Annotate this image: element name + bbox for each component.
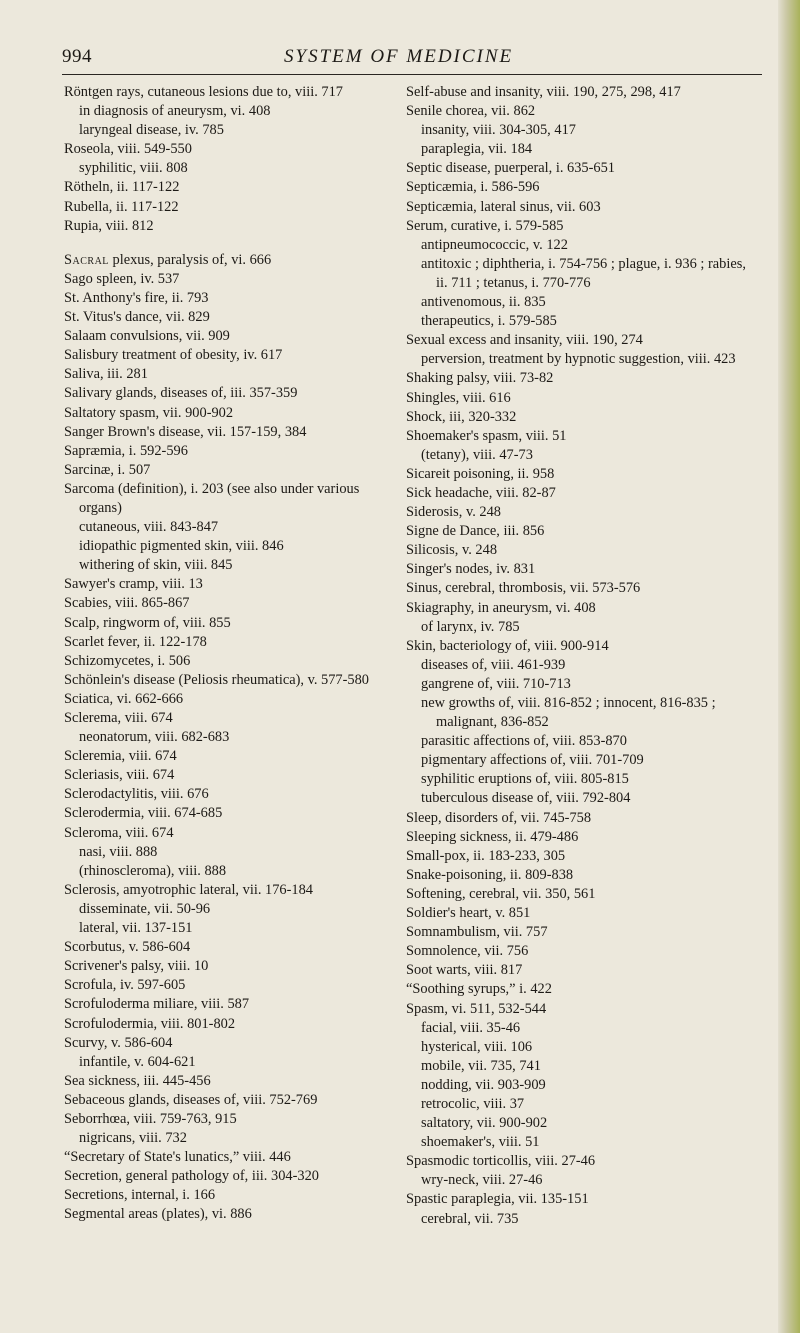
index-subentry: shoemaker's, viii. 51 bbox=[421, 1134, 540, 1151]
index-entry: Seborrhœa, viii. 759-763, 915 bbox=[64, 1110, 237, 1127]
index-entry: Self-abuse and insanity, viii. 190, 275, 298, 417 bbox=[406, 84, 681, 100]
index-entry: Sebaceous glands, diseases of, viii. 752-769 bbox=[64, 1091, 318, 1108]
index-entry: Scleriasis, viii. 674 bbox=[64, 767, 175, 784]
index-entry: Sinus, cerebral, thrombosis, vii. 573-576 bbox=[406, 580, 641, 597]
index-entry: Salivary glands, diseases of, iii. 357-359 bbox=[64, 385, 298, 402]
index-entry: Sago spleen, iv. 537 bbox=[64, 270, 180, 287]
index-subentry: syphilitic, viii. 808 bbox=[79, 160, 188, 177]
index-entry: Signe de Dance, iii. 856 bbox=[406, 523, 545, 540]
index-entry: Secretion, general pathology of, iii. 304-320 bbox=[64, 1168, 319, 1185]
index-entry: Spastic paraplegia, vii. 135-151 bbox=[406, 1191, 589, 1208]
index-subentry: therapeutics, i. 579-585 bbox=[421, 313, 557, 330]
index-entry: Softening, cerebral, vii. 350, 561 bbox=[406, 885, 596, 902]
page-edge bbox=[778, 0, 800, 1333]
index-entry: Sleeping sickness, ii. 479-486 bbox=[406, 828, 579, 845]
index-subentry: retrocolic, viii. 37 bbox=[421, 1095, 525, 1112]
running-title: SYSTEM OF MEDICINE bbox=[284, 46, 514, 67]
index-entry: Somnambulism, vii. 757 bbox=[406, 924, 548, 941]
index-entry: Sciatica, vi. 662-666 bbox=[64, 690, 184, 707]
index-entry: Senile chorea, vii. 862 bbox=[406, 103, 536, 120]
index-entry: Skiagraphy, in aneurysm, vi. 408 bbox=[406, 599, 596, 616]
index-subentry: nodding, vii. 903-909 bbox=[421, 1076, 546, 1093]
index-subentry: cerebral, vii. 735 bbox=[421, 1210, 519, 1227]
index-subentry: facial, viii. 35-46 bbox=[421, 1019, 521, 1036]
index-subentry: perversion, treatment by hypnotic suggestion, viii. 423 bbox=[421, 351, 736, 368]
section-lead-word: Sacral bbox=[64, 251, 109, 268]
index-entry: Rötheln, ii. 117-122 bbox=[64, 179, 180, 196]
index-entry: Sexual excess and insanity, viii. 190, 274 bbox=[406, 332, 643, 349]
index-entry: Scrivener's palsy, viii. 10 bbox=[64, 958, 209, 975]
index-entry: Scleroma, viii. 674 bbox=[64, 824, 174, 841]
index-subentry: syphilitic eruptions of, viii. 805-815 bbox=[421, 771, 629, 788]
index-entry: Septic disease, puerperal, i. 635-651 bbox=[406, 160, 616, 177]
index-subentry: saltatory, vii. 900-902 bbox=[421, 1115, 548, 1132]
index-entry: Scabies, viii. 865-867 bbox=[64, 595, 190, 612]
page-number: 994 bbox=[62, 46, 92, 67]
index-entry: Septicæmia, i. 586-596 bbox=[406, 179, 540, 196]
index-subentry: tuberculous disease of, viii. 792-804 bbox=[421, 790, 631, 807]
header-rule bbox=[62, 74, 762, 75]
index-entry: Scurvy, v. 586-604 bbox=[64, 1034, 173, 1051]
index-entry: Sclerosis, amyotrophic lateral, vii. 176-184 bbox=[64, 881, 313, 898]
index-entry: Scleremia, viii. 674 bbox=[64, 748, 177, 765]
index-entry: Scorbutus, v. 586-604 bbox=[64, 939, 191, 956]
index-entry: Sapræmia, i. 592-596 bbox=[64, 442, 188, 459]
index-entry: Sacral plexus, paralysis of, vi. 666 bbox=[64, 251, 272, 268]
index-entry: Shock, iii, 320-332 bbox=[406, 408, 517, 425]
index-entry: Scrofula, iv. 597-605 bbox=[64, 977, 186, 994]
index-subentry: hysterical, viii. 106 bbox=[421, 1038, 533, 1055]
index-entry: St. Anthony's fire, ii. 793 bbox=[64, 289, 209, 306]
index-subentry: in diagnosis of aneurysm, vi. 408 bbox=[79, 103, 271, 120]
index-entry: Scrofuloderma miliare, viii. 587 bbox=[64, 996, 250, 1013]
index-subentry: disseminate, vii. 50-96 bbox=[79, 900, 211, 917]
index-entry: Shaking palsy, viii. 73-82 bbox=[406, 370, 554, 387]
index-entry: Scarlet fever, ii. 122-178 bbox=[64, 633, 207, 650]
index-entry: Scrofulodermia, viii. 801-802 bbox=[64, 1015, 236, 1032]
index-entry: Spasm, vi. 511, 532-544 bbox=[406, 1000, 547, 1017]
index-entry: Soot warts, viii. 817 bbox=[406, 962, 523, 979]
index-entry: Sarcoma (definition), i. 203 (see also under various organs) bbox=[64, 480, 360, 516]
index-subentry: parasitic affections of, viii. 853-870 bbox=[421, 733, 627, 750]
index-entry: Sawyer's cramp, viii. 13 bbox=[64, 576, 203, 593]
index-subentry: cutaneous, viii. 843-847 bbox=[79, 519, 219, 536]
index-entry: St. Vitus's dance, vii. 829 bbox=[64, 309, 210, 326]
index-entry: Rubella, ii. 117-122 bbox=[64, 198, 179, 215]
index-entry: Septicæmia, lateral sinus, vii. 603 bbox=[406, 198, 601, 215]
index-entry: Sclerodactylitis, viii. 676 bbox=[64, 786, 209, 803]
index-subentry: laryngeal disease, iv. 785 bbox=[79, 122, 224, 139]
index-entry: Sclerodermia, viii. 674-685 bbox=[64, 805, 223, 822]
index-subentry: infantile, v. 604-621 bbox=[79, 1053, 196, 1070]
index-subentry: mobile, vii. 735, 741 bbox=[421, 1057, 541, 1074]
index-subentry: nasi, viii. 888 bbox=[79, 843, 158, 860]
index-entry: Saliva, iii. 281 bbox=[64, 366, 148, 383]
index-entry: Secretions, internal, i. 166 bbox=[64, 1187, 216, 1204]
index-entry: Rupia, viii. 812 bbox=[64, 217, 154, 234]
index-subentry: antitoxic ; diphtheria, i. 754-756 ; plague, i. 936 ; rabies, ii. 711 ; tetanus, i. 770-776 bbox=[421, 255, 746, 291]
index-entry: Small-pox, ii. 183-233, 305 bbox=[406, 847, 566, 864]
index-entry: Salaam convulsions, vii. 909 bbox=[64, 328, 230, 345]
index-subentry: neonatorum, viii. 682-683 bbox=[79, 729, 230, 746]
index-entry: Somnolence, vii. 756 bbox=[406, 943, 529, 960]
index-entry: Roseola, viii. 549-550 bbox=[64, 141, 192, 158]
index-entry: Sleep, disorders of, vii. 745-758 bbox=[406, 809, 592, 826]
index-column-left bbox=[64, 83, 399, 1225]
index-entry: Skin, bacteriology of, viii. 900-914 bbox=[406, 637, 609, 654]
index-entry: Serum, curative, i. 579-585 bbox=[406, 217, 564, 234]
index-entry: Sarcinæ, i. 507 bbox=[64, 461, 151, 478]
index-subentry: nigricans, viii. 732 bbox=[79, 1130, 187, 1147]
index-entry: “Soothing syrups,” i. 422 bbox=[406, 981, 552, 998]
index-subentry: lateral, vii. 137-151 bbox=[79, 920, 193, 937]
index-entry: Shoemaker's spasm, viii. 51 bbox=[406, 427, 567, 444]
index-subentry: new growths of, viii. 816-852 ; innocent, 816-835 ; malignant, 836-852 bbox=[421, 695, 716, 731]
index-entry: Sclerema, viii. 674 bbox=[64, 710, 173, 726]
index-subentry: antivenomous, ii. 835 bbox=[421, 294, 546, 311]
index-subentry: idiopathic pigmented skin, viii. 846 bbox=[79, 538, 284, 555]
index-subentry: gangrene of, viii. 710-713 bbox=[421, 675, 571, 692]
index-entry: Sanger Brown's disease, vii. 157-159, 384 bbox=[64, 423, 307, 440]
index-entry: Soldier's heart, v. 851 bbox=[406, 905, 531, 922]
index-subentry: paraplegia, vii. 184 bbox=[421, 141, 533, 158]
index-column-right bbox=[406, 83, 756, 1229]
index-entry: Schönlein's disease (Peliosis rheumatica), v. 577-580 bbox=[64, 671, 369, 688]
index-entry: Scalp, ringworm of, viii. 855 bbox=[64, 614, 231, 631]
index-subentry: insanity, viii. 304-305, 417 bbox=[421, 122, 576, 139]
index-entry: Saltatory spasm, vii. 900-902 bbox=[64, 404, 234, 421]
index-subentry: pigmentary affections of, viii. 701-709 bbox=[421, 752, 644, 769]
index-subentry: antipneumococcic, v. 122 bbox=[421, 236, 568, 253]
index-entry: Snake-poisoning, ii. 809-838 bbox=[406, 866, 574, 883]
index-entry: Sicareit poisoning, ii. 958 bbox=[406, 465, 555, 482]
index-entry: Siderosis, v. 248 bbox=[406, 504, 502, 521]
index-subentry: (rhinoscleroma), viii. 888 bbox=[79, 862, 227, 879]
running-header bbox=[62, 46, 762, 76]
index-entry: “Secretary of State's lunatics,” viii. 446 bbox=[64, 1149, 291, 1166]
index-entry: Schizomycetes, i. 506 bbox=[64, 652, 191, 669]
index-entry: Singer's nodes, iv. 831 bbox=[406, 561, 536, 578]
index-entry: Salisbury treatment of obesity, iv. 617 bbox=[64, 347, 283, 364]
index-entry: Shingles, viii. 616 bbox=[406, 389, 511, 406]
index-entry: Sick headache, viii. 82-87 bbox=[406, 484, 556, 501]
index-subentry: withering of skin, viii. 845 bbox=[79, 557, 233, 574]
index-subentry: (tetany), viii. 47-73 bbox=[421, 446, 533, 463]
index-entry: Segmental areas (plates), vi. 886 bbox=[64, 1206, 252, 1223]
index-entry: Sea sickness, iii. 445-456 bbox=[64, 1072, 211, 1089]
index-subentry: wry-neck, viii. 27-46 bbox=[421, 1172, 543, 1189]
index-subentry: of larynx, iv. 785 bbox=[421, 618, 520, 635]
index-entry: Röntgen rays, cutaneous lesions due to, viii. 717 bbox=[64, 84, 343, 100]
index-entry: Silicosis, v. 248 bbox=[406, 542, 498, 559]
index-entry: Spasmodic torticollis, viii. 27-46 bbox=[406, 1153, 596, 1170]
index-subentry: diseases of, viii. 461-939 bbox=[421, 656, 566, 673]
